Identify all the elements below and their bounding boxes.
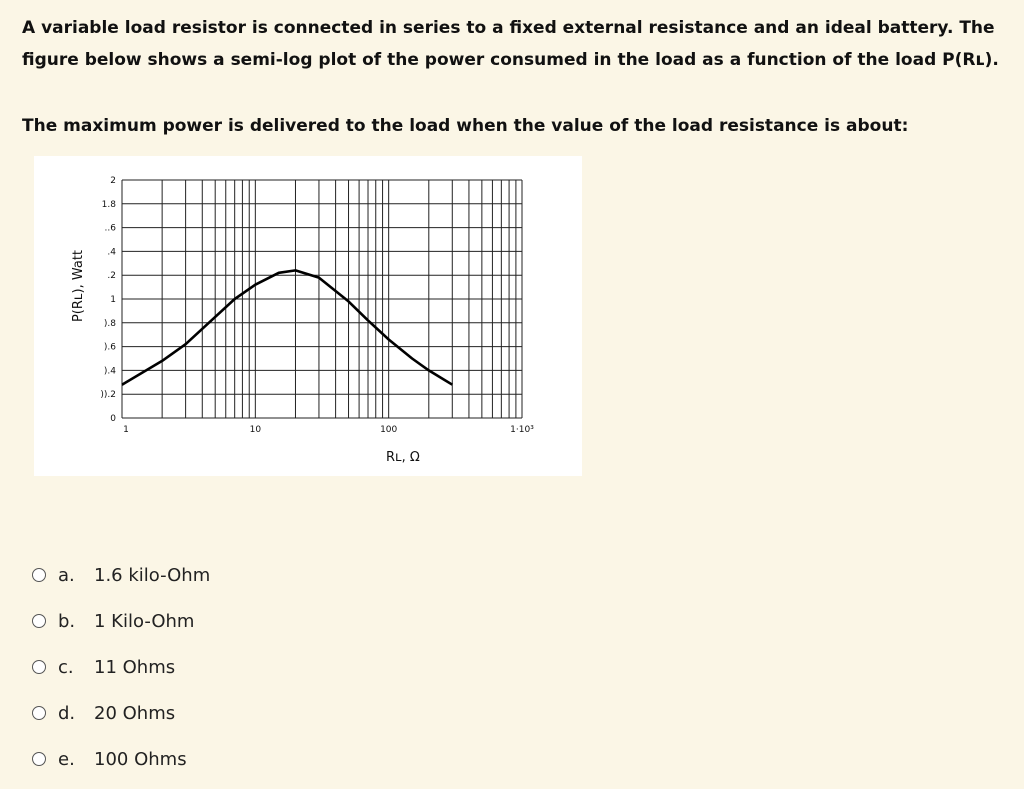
option-letter: a. <box>58 564 75 586</box>
radio-b[interactable] <box>32 614 46 628</box>
option-c[interactable] <box>32 644 210 690</box>
option-letter: b. <box>58 610 76 632</box>
x-axis-label: Rʟ, Ω <box>386 450 420 465</box>
question-prompt: The maximum power is delivered to the load when the value of the load resistance is about: <box>22 116 909 136</box>
y-tick-label: )).2 <box>100 390 116 401</box>
radio-a[interactable] <box>32 568 46 582</box>
option-text: 20 Ohms <box>94 702 176 724</box>
power-plot-figure <box>34 156 582 476</box>
question-text: A variable load resistor is connected in series to a fixed external resistance and an ideal battery. The figure below shows a semi-log plot of the power consumed in the load as a function of the load P(Rʟ). <box>22 18 999 70</box>
y-tick-label: 1.8 <box>101 199 116 210</box>
x-tick-label: 1 <box>123 425 129 435</box>
y-tick-label: ).6 <box>103 342 116 353</box>
option-text: 1.6 kilo-Ohm <box>94 564 211 586</box>
option-e[interactable] <box>32 736 210 782</box>
option-a[interactable] <box>32 552 210 598</box>
power-curve-line <box>122 270 452 384</box>
y-tick-label: .2 <box>107 271 116 282</box>
y-axis-label: P(Rʟ), Watt <box>71 249 86 323</box>
y-tick-label: .4 <box>107 247 116 258</box>
x-tick-label: 100 <box>380 425 398 435</box>
answer-options <box>32 552 210 782</box>
y-tick-label: 1 <box>110 295 116 305</box>
option-letter: c. <box>58 656 74 678</box>
x-tick-label: 10 <box>249 425 262 435</box>
option-text: 11 Ohms <box>94 656 176 678</box>
y-tick-label: ..6 <box>104 223 116 234</box>
option-b[interactable] <box>32 598 210 644</box>
radio-e[interactable] <box>32 752 46 766</box>
y-tick-label: ).4 <box>103 366 116 377</box>
option-d[interactable] <box>32 690 210 736</box>
option-letter: e. <box>58 748 75 770</box>
option-text: 1 Kilo-Ohm <box>94 610 195 632</box>
y-tick-label: ).8 <box>103 318 116 329</box>
y-tick-label: 2 <box>110 176 116 186</box>
power-plot <box>34 156 582 476</box>
radio-c[interactable] <box>32 660 46 674</box>
option-letter: d. <box>58 702 76 724</box>
option-text: 100 Ohms <box>94 748 187 770</box>
x-tick-label: 1·10³ <box>510 425 534 435</box>
radio-d[interactable] <box>32 706 46 720</box>
y-tick-label: 0 <box>110 414 116 424</box>
